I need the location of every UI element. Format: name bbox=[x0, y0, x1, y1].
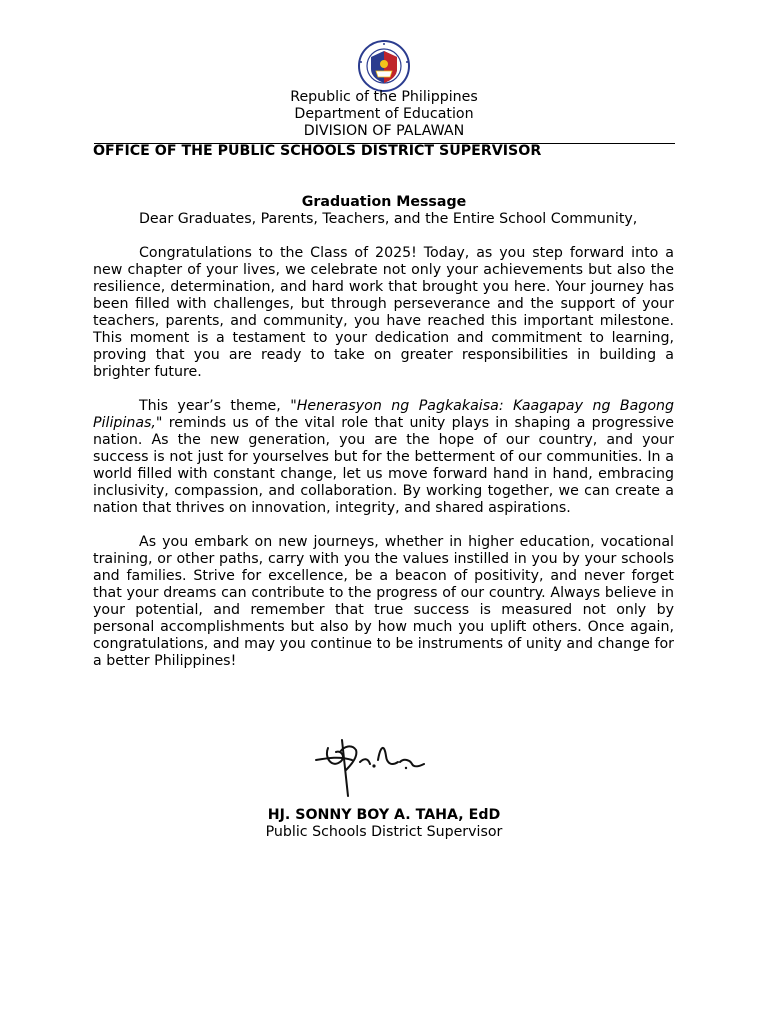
letterhead-country: Republic of the Philippines bbox=[290, 89, 478, 105]
theme-text: Henerasyon ng Pagkakaisa: Kaagapay ng Bagong Pilipinas, bbox=[93, 398, 674, 431]
letterhead bbox=[0, 89, 768, 140]
letterhead-department: Department of Education bbox=[294, 106, 474, 122]
signatory-block bbox=[0, 807, 768, 841]
salutation: Dear Graduates, Parents, Teachers, and the Entire School Community, bbox=[139, 211, 638, 227]
paragraph-2 bbox=[93, 398, 674, 517]
signature-icon bbox=[272, 718, 496, 806]
paragraph-3: As you embark on new journeys, whether in higher education, vocational training, or other paths, carry with you the values instilled in you by your schools and families. Strive for excellence, be a beacon of positivity, and never forget that your dreams can contribute to the progress of our country. Always believe in your potential, and remember that true success is measured not only by personal accomplishments but also by how much you uplift others. Once again, congratulations, and may you continue to be instruments of unity and change for a better Philippines! bbox=[93, 534, 674, 669]
office-name: OFFICE OF THE PUBLIC SCHOOLS DISTRICT SUPERVISOR bbox=[93, 143, 542, 159]
deped-seal-icon bbox=[352, 40, 416, 92]
signatory-name: HJ. SONNY BOY A. TAHA, EdD bbox=[267, 807, 501, 823]
letter-title: Graduation Message bbox=[301, 194, 467, 210]
letter-body bbox=[93, 211, 674, 687]
paragraph-2-intro: This year’s theme, " bbox=[139, 398, 297, 414]
letterhead-division: DIVISION OF PALAWAN bbox=[303, 123, 465, 139]
paragraph-2-rest: " reminds us of the vital role that unity plays in shaping a progressive nation. As the new generation, you are the hope of our country, and your success is not just for yourselves but for the betterment of our communities. In a world filled with constant change, let us move forward hand in hand, embracing inclusivity, compassion, and collaboration. By working together, we can create a nation that thrives on innovation, integrity, and shared aspirations. bbox=[93, 415, 674, 516]
signatory-position: Public Schools District Supervisor bbox=[265, 824, 503, 840]
paragraph-1: Congratulations to the Class of 2025! Today, as you step forward into a new chapter of your lives, we celebrate not only your achievements but also the resilience, determination, and hard work that brought you here. Your journey has been filled with challenges, but through perseverance and the support of your teachers, parents, and community, you have reached this important milestone. This moment is a testament to your dedication and commitment to learning, proving that you are ready to take on greater responsibilities in building a brighter future. bbox=[93, 245, 674, 380]
